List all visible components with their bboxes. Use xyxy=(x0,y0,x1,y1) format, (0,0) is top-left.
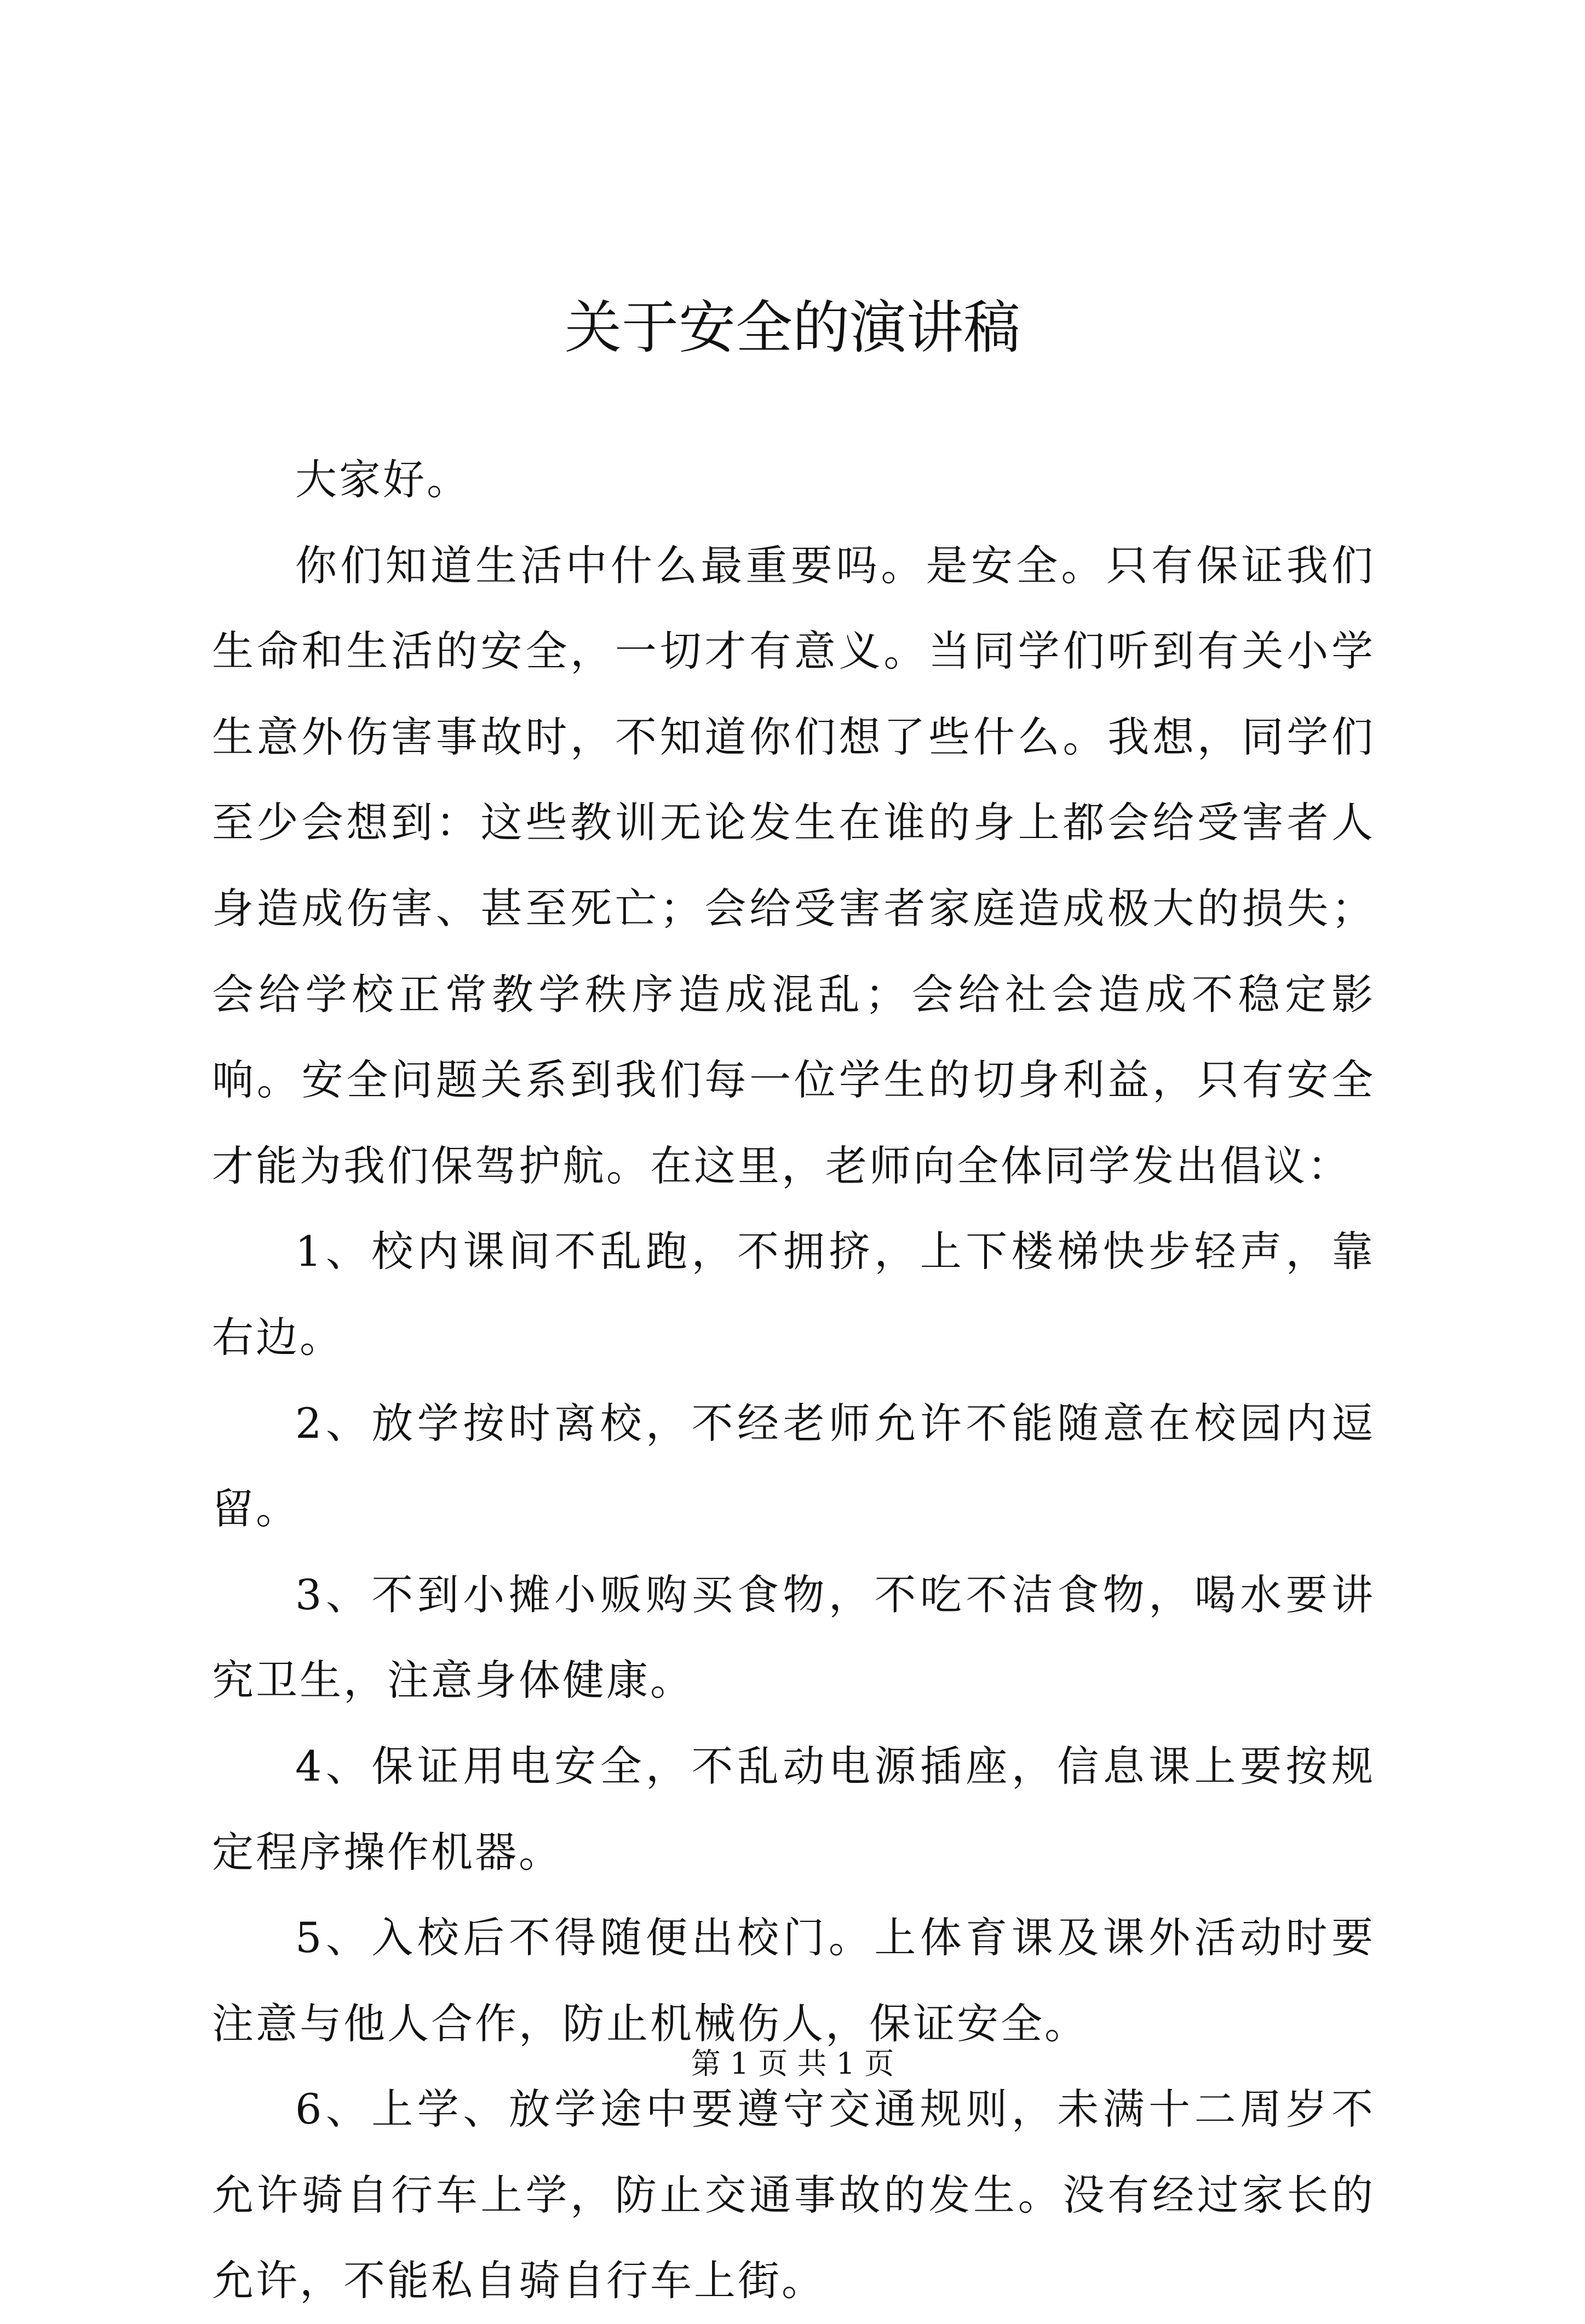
paragraph-intro: 你们知道生活中什么最重要吗。是安全。只有保证我们生命和生活的安全，一切才有意义。当同学们听到有关小学生意外伤害事故时，不知道你们想了些什么。我想，同学们至少会想到：这些教训无论发生在谁的身上都会给受害者人身造成伤害、甚至死亡；会给受害者家庭造成极大的损失；会给学校正常教学秩序造成混乱；会给社会造成不稳定影响。安全问题关系到我们每一位学生的切身利益，只有安全才能为我们保驾护航。在这里，老师向全体同学发出倡议： xyxy=(212,541,1375,1190)
paragraph-item-2: 2、放学按时离校，不经老师允许不能随意在校园内逗留。 xyxy=(212,1398,1375,1534)
paragraph-item-4: 4、保证用电安全，不乱动电源插座，信息课上要按规定程序操作机器。 xyxy=(212,1741,1375,1877)
page-title: 关于安全的演讲稿 xyxy=(564,294,1020,361)
paragraph-item-5: 5、入校后不得随便出校门。上体育课及课外活动时要注意与他人合作，防止机械伤人，保证安全。 xyxy=(212,1913,1375,2048)
paragraph-greeting: 大家好。 xyxy=(295,455,470,504)
paragraph-item-3: 3、不到小摊小贩购买食物，不吃不洁食物，喝水要讲究卫生，注意身体健康。 xyxy=(212,1570,1375,1705)
paragraph-item-6: 6、上学、放学途中要遵守交通规则，未满十二周岁不允许骑自行车上学，防止交通事故的发生。没有经过家长的允许，不能私自骑自行车上街。 xyxy=(212,2085,1375,2305)
page-footer: 第 1 页 共 1 页 xyxy=(691,2046,894,2081)
document-body xyxy=(212,437,1375,2324)
paragraph-item-1: 1、校内课间不乱跑，不拥挤，上下楼梯快步轻声，靠右边。 xyxy=(212,1227,1375,1362)
